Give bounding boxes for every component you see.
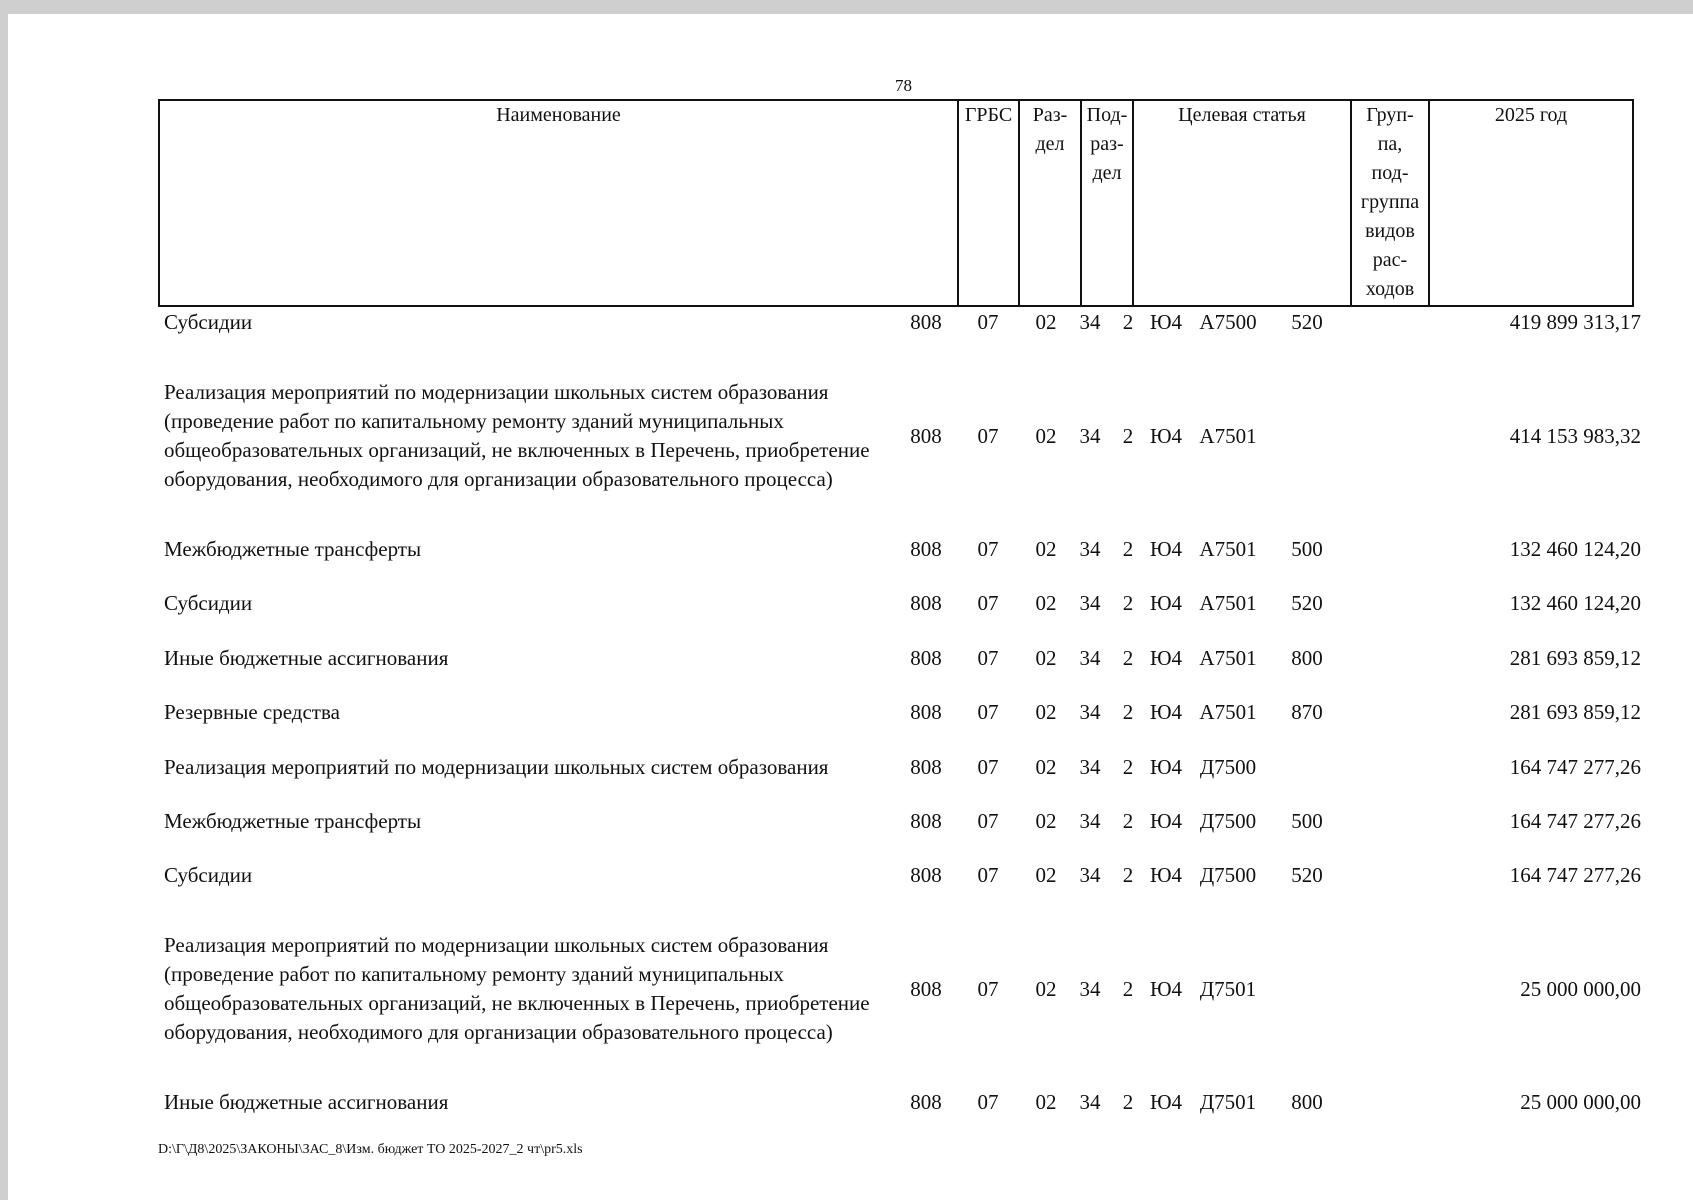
row-cell-t4: А7500 bbox=[1199, 310, 1257, 334]
row-cell-t1: 34 bbox=[1079, 423, 1101, 448]
table-header bbox=[158, 99, 1634, 307]
header-razdel bbox=[1019, 100, 1081, 306]
row-cell-t1: 34 bbox=[1079, 537, 1101, 561]
row-cell-podrazdel: 02 bbox=[1035, 754, 1057, 779]
row-cell-razdel: 07 bbox=[977, 645, 999, 670]
row-amount: 25 000 000,00 bbox=[1520, 976, 1641, 1001]
row-cell-grbs: 808 bbox=[910, 310, 942, 334]
row-cell-t4: Д7500 bbox=[1199, 754, 1257, 779]
page-number: 78 bbox=[895, 76, 912, 95]
row-name-line: Субсидии bbox=[164, 863, 253, 888]
row-cell-podrazdel: 02 bbox=[1035, 310, 1057, 334]
row-cell-podrazdel: 02 bbox=[1035, 645, 1057, 670]
row-cell-t2: 2 bbox=[1122, 754, 1134, 779]
row-cell-podrazdel: 02 bbox=[1035, 537, 1057, 561]
row-amount: 281 693 859,12 bbox=[1509, 700, 1641, 725]
row-cell-razdel: 07 bbox=[977, 423, 999, 448]
row-amount: 25 000 000,00 bbox=[1520, 1090, 1641, 1115]
row-cell-t3: Ю4 bbox=[1149, 863, 1183, 888]
row-cell-group: 520 bbox=[1291, 591, 1323, 616]
row-cell-t4: А7501 bbox=[1199, 591, 1257, 616]
table-row bbox=[158, 753, 1641, 782]
row-cell-group: 870 bbox=[1291, 700, 1323, 725]
row-cell-group: 520 bbox=[1291, 310, 1323, 334]
row-name-line: Субсидии bbox=[164, 310, 253, 334]
row-cell-grbs: 808 bbox=[910, 591, 942, 616]
row-cell-t2: 2 bbox=[1122, 310, 1134, 334]
row-cell-t2: 2 bbox=[1122, 1090, 1134, 1115]
row-cell-razdel: 07 bbox=[977, 1090, 999, 1115]
table-row bbox=[158, 1088, 1641, 1117]
row-cell-razdel: 07 bbox=[977, 863, 999, 888]
row-cell-t3: Ю4 bbox=[1149, 423, 1183, 448]
row-amount: 419 899 313,17 bbox=[1509, 310, 1641, 334]
table-row bbox=[158, 589, 1641, 618]
row-cell-grbs: 808 bbox=[910, 423, 942, 448]
header-podrazdel-line: дел bbox=[1092, 162, 1122, 184]
row-cell-podrazdel: 02 bbox=[1035, 423, 1057, 448]
row-cell-t1: 34 bbox=[1079, 310, 1101, 334]
row-cell-podrazdel: 02 bbox=[1035, 700, 1057, 725]
header-podrazdel bbox=[1081, 100, 1133, 306]
row-cell-grbs: 808 bbox=[910, 809, 942, 833]
row-cell-grbs: 808 bbox=[910, 754, 942, 779]
row-amount: 132 460 124,20 bbox=[1509, 537, 1641, 561]
row-name-line: общеобразовательных организаций, не включенных в Перечень, приобретение bbox=[164, 991, 870, 1016]
row-cell-podrazdel: 02 bbox=[1035, 1090, 1057, 1115]
row-cell-t2: 2 bbox=[1122, 809, 1134, 833]
row-cell-t3: Ю4 bbox=[1149, 754, 1183, 779]
row-cell-razdel: 07 bbox=[977, 537, 999, 561]
row-amount: 164 747 277,26 bbox=[1509, 809, 1641, 833]
row-cell-t2: 2 bbox=[1122, 700, 1134, 725]
row-cell-podrazdel: 02 bbox=[1035, 863, 1057, 888]
row-name bbox=[164, 861, 954, 890]
row-cell-razdel: 07 bbox=[977, 310, 999, 334]
table-row bbox=[158, 644, 1641, 673]
row-cell-t1: 34 bbox=[1079, 863, 1101, 888]
row-cell-grbs: 808 bbox=[910, 700, 942, 725]
row-name bbox=[164, 931, 954, 1047]
row-cell-group: 500 bbox=[1291, 537, 1323, 561]
row-name bbox=[164, 535, 954, 564]
row-cell-t3: Ю4 bbox=[1149, 645, 1183, 670]
row-cell-t3: Ю4 bbox=[1149, 537, 1183, 561]
row-name-line: (проведение работ по капитальному ремонту зданий муниципальных bbox=[164, 962, 784, 987]
row-cell-t3: Ю4 bbox=[1149, 809, 1183, 833]
row-cell-t4: А7501 bbox=[1199, 645, 1257, 670]
row-cell-t3: Ю4 bbox=[1149, 1090, 1183, 1115]
row-cell-group: 800 bbox=[1291, 645, 1323, 670]
row-name-line: Межбюджетные трансферты bbox=[164, 809, 422, 833]
row-name-line: общеобразовательных организаций, не включенных в Перечень, приобретение bbox=[164, 438, 870, 462]
table-row bbox=[158, 308, 1641, 337]
row-cell-razdel: 07 bbox=[977, 754, 999, 779]
row-cell-podrazdel: 02 bbox=[1035, 591, 1057, 616]
row-name bbox=[164, 378, 954, 494]
row-amount: 414 153 983,32 bbox=[1509, 423, 1641, 448]
row-name bbox=[164, 644, 954, 673]
row-cell-t1: 34 bbox=[1079, 1090, 1101, 1115]
row-cell-t2: 2 bbox=[1122, 591, 1134, 616]
row-cell-t4: А7501 bbox=[1199, 700, 1257, 725]
row-cell-t3: Ю4 bbox=[1149, 310, 1183, 334]
header-group-line: видов bbox=[1365, 220, 1415, 242]
row-cell-t2: 2 bbox=[1122, 863, 1134, 888]
row-cell-podrazdel: 02 bbox=[1035, 809, 1057, 833]
header-group-line: рас- bbox=[1372, 249, 1408, 271]
header-target-article: Целевая статья bbox=[1133, 100, 1351, 306]
row-name bbox=[164, 1088, 954, 1117]
header-name: Наименование bbox=[159, 100, 958, 306]
row-cell-t1: 34 bbox=[1079, 645, 1101, 670]
header-razdel-line: дел bbox=[1035, 133, 1065, 155]
row-amount: 132 460 124,20 bbox=[1509, 591, 1641, 616]
row-cell-group: 800 bbox=[1291, 1090, 1323, 1115]
header-group-line: ходов bbox=[1365, 278, 1415, 300]
header-grbs: ГРБС bbox=[958, 100, 1019, 306]
row-cell-t4: А7501 bbox=[1199, 537, 1257, 561]
header-group-line: Груп- bbox=[1366, 104, 1414, 126]
header-podrazdel-line: раз- bbox=[1090, 133, 1124, 155]
header-group-line: группа bbox=[1360, 191, 1420, 213]
row-cell-t1: 34 bbox=[1079, 976, 1101, 1001]
header-razdel-line: Раз- bbox=[1032, 104, 1068, 126]
row-cell-t3: Ю4 bbox=[1149, 976, 1183, 1001]
row-name-line: оборудования, необходимого для организации образовательного процесса) bbox=[164, 1020, 833, 1045]
row-cell-grbs: 808 bbox=[910, 976, 942, 1001]
header-expense-group bbox=[1351, 100, 1429, 306]
row-name bbox=[164, 698, 954, 727]
row-name-line: Реализация мероприятий по модернизации школьных систем образования bbox=[164, 754, 829, 779]
row-name-line: Реализация мероприятий по модернизации школьных систем образования bbox=[164, 933, 829, 958]
row-amount: 281 693 859,12 bbox=[1509, 645, 1641, 670]
table-row bbox=[158, 931, 1641, 1047]
row-cell-t3: Ю4 bbox=[1149, 700, 1183, 725]
row-cell-grbs: 808 bbox=[910, 863, 942, 888]
row-cell-t2: 2 bbox=[1122, 537, 1134, 561]
row-cell-razdel: 07 bbox=[977, 809, 999, 833]
row-cell-t4: Д7500 bbox=[1199, 809, 1257, 833]
table-row bbox=[158, 378, 1641, 494]
row-name-line: Иные бюджетные ассигнования bbox=[164, 645, 449, 670]
row-amount: 164 747 277,26 bbox=[1509, 754, 1641, 779]
header-group-line: под- bbox=[1371, 162, 1409, 184]
row-cell-t2: 2 bbox=[1122, 645, 1134, 670]
row-cell-podrazdel: 02 bbox=[1035, 976, 1057, 1001]
table-row bbox=[158, 807, 1641, 836]
row-amount: 164 747 277,26 bbox=[1509, 863, 1641, 888]
row-cell-group: 500 bbox=[1291, 809, 1323, 833]
row-name-line: Реализация мероприятий по модернизации школьных систем образования bbox=[164, 380, 829, 404]
row-cell-t3: Ю4 bbox=[1149, 591, 1183, 616]
row-cell-razdel: 07 bbox=[977, 591, 999, 616]
row-cell-t4: Д7501 bbox=[1199, 1090, 1257, 1115]
row-cell-t2: 2 bbox=[1122, 423, 1134, 448]
header-group-line: па, bbox=[1377, 133, 1403, 155]
row-cell-group: 520 bbox=[1291, 863, 1323, 888]
file-path-footer: D:\Г\Д8\2025\ЗАКОНЫ\ЗАС_8\Изм. бюджет ТО 2025-2027_2 чт\pr5.xls bbox=[158, 1142, 583, 1157]
row-cell-grbs: 808 bbox=[910, 1090, 942, 1115]
row-name bbox=[164, 807, 954, 836]
header-podrazdel-line: Под- bbox=[1086, 104, 1128, 126]
row-name bbox=[164, 753, 954, 782]
row-cell-t1: 34 bbox=[1079, 754, 1101, 779]
row-cell-grbs: 808 bbox=[910, 537, 942, 561]
row-name bbox=[164, 589, 954, 618]
row-name-line: Резервные средства bbox=[164, 700, 340, 725]
header-year: 2025 год bbox=[1429, 100, 1633, 306]
row-name-line: Межбюджетные трансферты bbox=[164, 537, 422, 561]
row-cell-t1: 34 bbox=[1079, 700, 1101, 725]
row-name-line: (проведение работ по капитальному ремонту зданий муниципальных bbox=[164, 409, 784, 433]
row-cell-razdel: 07 bbox=[977, 976, 999, 1001]
row-name-line: Иные бюджетные ассигнования bbox=[164, 1090, 449, 1115]
row-cell-t1: 34 bbox=[1079, 591, 1101, 616]
row-cell-t2: 2 bbox=[1122, 976, 1134, 1001]
table-row bbox=[158, 698, 1641, 727]
row-cell-t4: А7501 bbox=[1199, 423, 1257, 448]
table-row bbox=[158, 861, 1641, 890]
row-cell-razdel: 07 bbox=[977, 700, 999, 725]
row-name bbox=[164, 308, 954, 337]
row-cell-t4: Д7501 bbox=[1199, 976, 1257, 1001]
row-name-line: Субсидии bbox=[164, 591, 253, 616]
table-row bbox=[158, 535, 1641, 564]
row-cell-t4: Д7500 bbox=[1199, 863, 1257, 888]
row-cell-grbs: 808 bbox=[910, 645, 942, 670]
row-cell-t1: 34 bbox=[1079, 809, 1101, 833]
row-name-line: оборудования, необходимого для организации образовательного процесса) bbox=[164, 467, 833, 491]
